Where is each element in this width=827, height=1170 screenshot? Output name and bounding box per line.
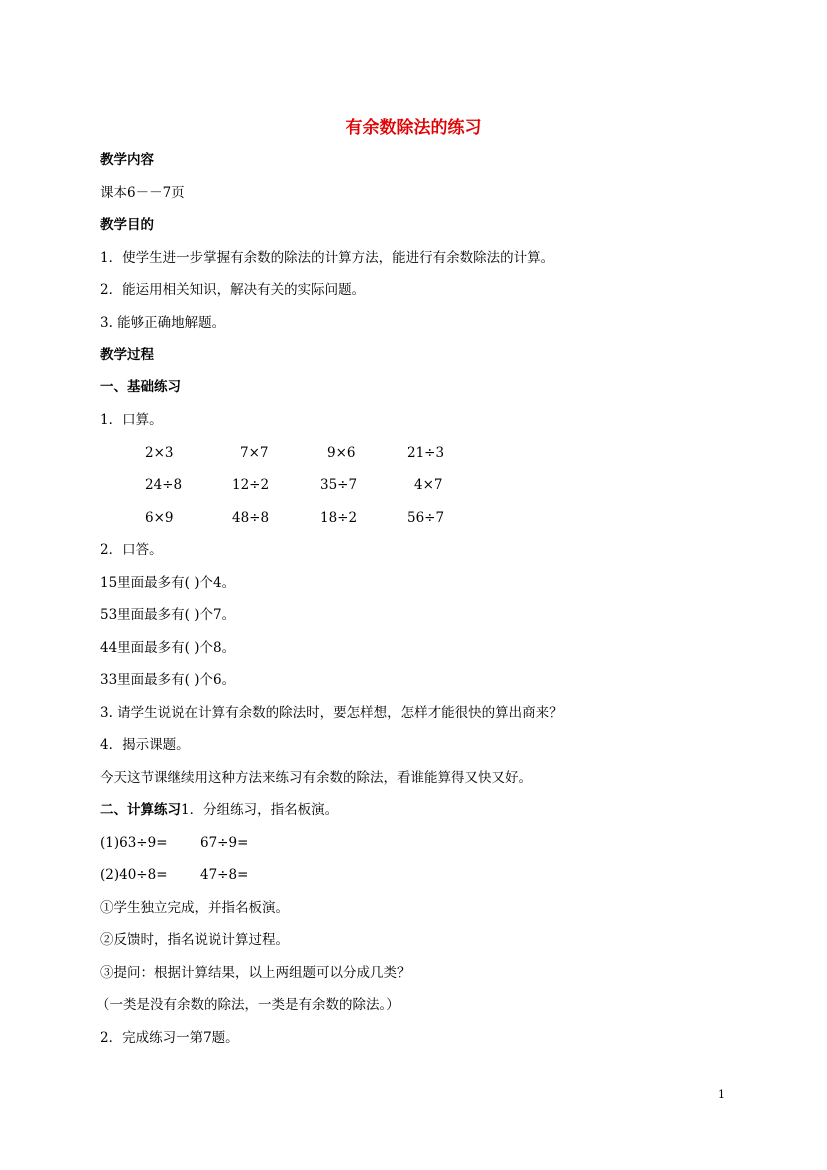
oral-answer-label: 2．口答。 xyxy=(100,542,163,558)
oral-answer-item: 15里面最多有( )个4。 xyxy=(100,575,236,591)
content-text: 课本6－－7页 xyxy=(100,185,185,201)
calc-cell: 56÷7 xyxy=(407,510,445,526)
section-2-rest: 1．分组练习，指名板演。 xyxy=(181,802,339,818)
step-item: ①学生独立完成，并指名板演。 xyxy=(100,900,289,916)
item-4: 4．揭示课题。 xyxy=(100,737,190,753)
calc-problem: (2)40÷8= xyxy=(100,867,168,883)
heading-process: 教学过程 xyxy=(100,347,154,363)
calc-cell: 35÷7 xyxy=(320,477,358,493)
goal-item: 1．使学生进一步掌握有余数的除法的计算方法，能进行有余数除法的计算。 xyxy=(100,250,555,266)
calc-cell: 12÷2 xyxy=(232,477,270,493)
calc-cell: 7×7 xyxy=(240,445,269,461)
today-text: 今天这节课继续用这种方法来练习有余数的除法，看谁能算得又快又好。 xyxy=(100,770,532,786)
oral-calc-label: 1．口算。 xyxy=(100,412,163,428)
oral-answer-item: 53里面最多有( )个7。 xyxy=(100,607,236,623)
calc-cell: 48÷8 xyxy=(232,510,270,526)
section-2-line xyxy=(100,800,338,820)
final-item: 2．完成练习一第7题。 xyxy=(100,1030,239,1046)
calc-problem: (1)63÷9= xyxy=(100,835,168,851)
calc-cell: 4×7 xyxy=(414,477,443,493)
step-item: ③提问：根据计算结果，以上两组题可以分成几类？ xyxy=(100,965,411,981)
calc-cell: 18÷2 xyxy=(320,510,358,526)
item-3: 3. 请学生说说在计算有余数的除法时，要怎样想，怎样才能很快的算出商来？ xyxy=(100,705,563,721)
calc-cell: 9×6 xyxy=(327,445,356,461)
step-note: （一类是没有余数的除法，一类是有余数的除法。） xyxy=(96,997,400,1013)
calc-cell: 21÷3 xyxy=(407,445,445,461)
calc-cell: 2×3 xyxy=(145,445,174,461)
oral-answer-item: 44里面最多有( )个8。 xyxy=(100,640,236,656)
calc-cell: 24÷8 xyxy=(145,477,183,493)
section-1-title: 一、基础练习 xyxy=(100,379,181,395)
goal-item: 2．能运用相关知识，解决有关的实际问题。 xyxy=(100,282,366,298)
page-number: 1 xyxy=(718,1088,725,1101)
heading-content: 教学内容 xyxy=(100,152,154,168)
calc-problem: 67÷9= xyxy=(200,835,249,851)
section-2-title: 二、计算练习 xyxy=(100,802,181,818)
step-item: ②反馈时，指名说说计算过程。 xyxy=(100,932,289,948)
page-title: 有余数除法的练习 xyxy=(345,118,482,138)
oral-answer-item: 33里面最多有( )个6。 xyxy=(100,672,236,688)
heading-goals: 教学目的 xyxy=(100,217,154,233)
calc-cell: 6×9 xyxy=(145,510,174,526)
calc-problem: 47÷8= xyxy=(200,867,249,883)
goal-item: 3. 能够正确地解题。 xyxy=(100,315,226,331)
